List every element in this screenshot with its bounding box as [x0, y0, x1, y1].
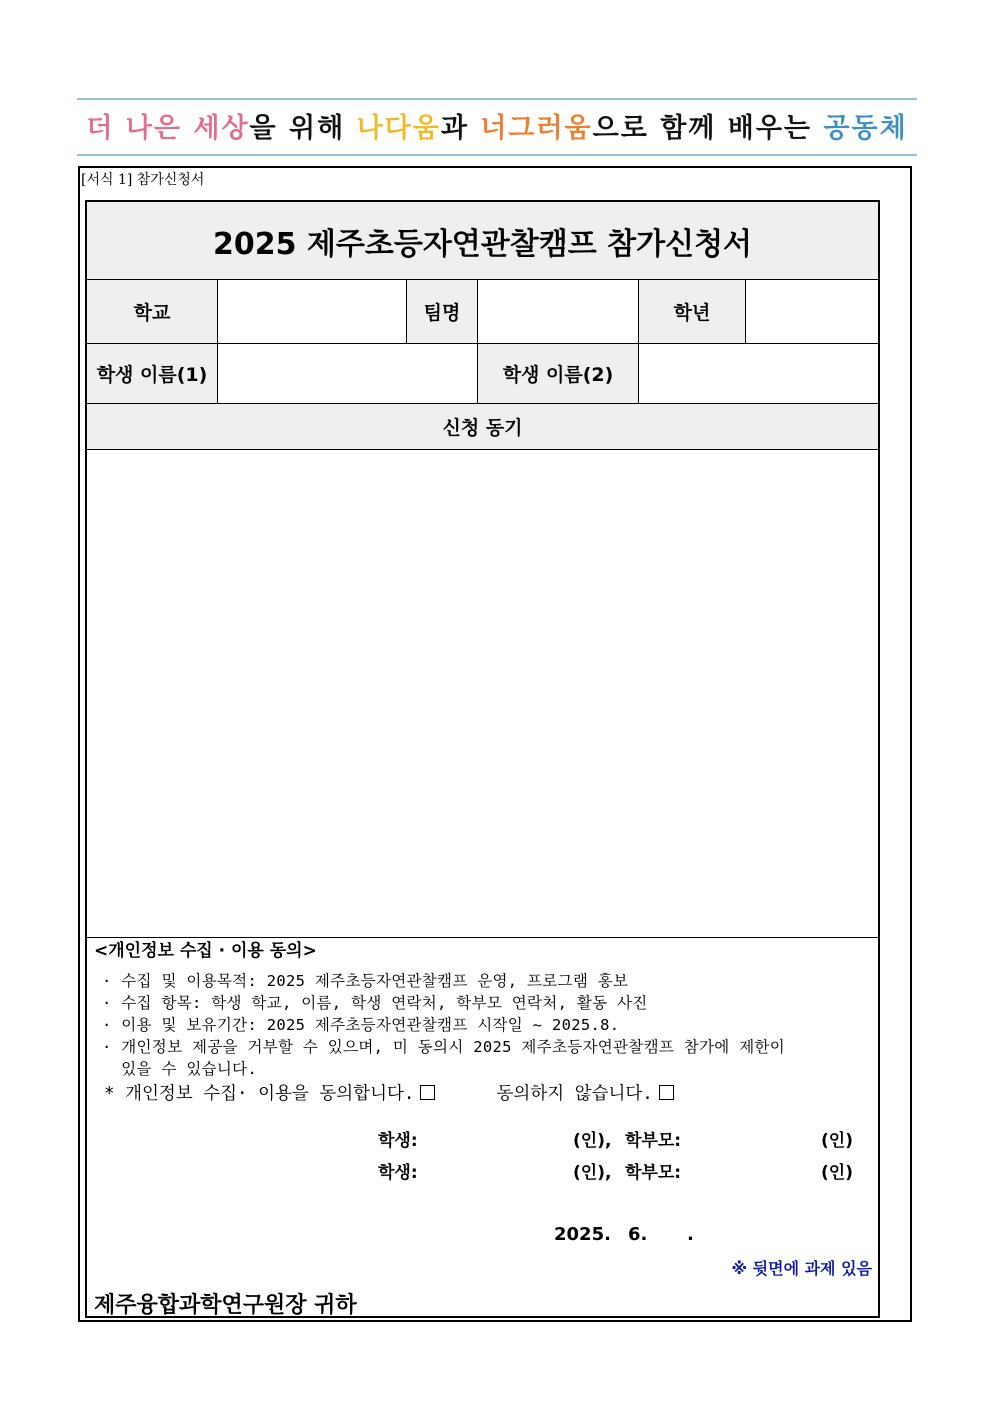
addressee: 제주융합과학연구원장 귀하 — [94, 1293, 357, 1318]
rule — [745, 280, 746, 343]
motivation-label: 신청 동기 — [87, 404, 878, 449]
grade-input[interactable] — [746, 280, 878, 343]
privacy-item: · 이용 및 보유기간: 2025 제주초등자연관찰캠프 시작일 ~ 2025.8. — [102, 1016, 620, 1034]
privacy-list — [102, 970, 785, 1080]
form-tag: [서식 1] 참가신청서 — [81, 172, 205, 188]
student-seal[interactable]: (인), — [573, 1131, 612, 1151]
privacy-item: 있을 수 있습니다. — [102, 1060, 258, 1078]
parent-seal[interactable]: (인) — [821, 1163, 853, 1183]
slogan-part-1: 더 나은 세상 — [86, 113, 250, 144]
student-sign-label: 학생: — [378, 1163, 418, 1183]
form-title: 2025 제주초등자연관찰캠프 참가신청서 — [87, 202, 878, 279]
date-month: 6. — [628, 1224, 648, 1245]
privacy-item: · 개인정보 제공을 거부할 수 있으며, 미 동의시 2025 제주초등자연관찰캠프 참가에 제한이 — [102, 1038, 786, 1056]
motivation-textarea[interactable] — [87, 450, 878, 936]
student1-input[interactable] — [218, 344, 477, 403]
privacy-heading: <개인정보 수집 · 이용 동의> — [94, 941, 317, 961]
consent-line — [104, 1080, 674, 1105]
school-input[interactable] — [218, 280, 406, 343]
disagree-text: 동의하지 않습니다. — [496, 1084, 653, 1104]
slogan-part-4: 과 — [440, 113, 481, 144]
agree-text: * 개인정보 수집· 이용을 동의합니다. — [104, 1084, 415, 1104]
student2-input[interactable] — [639, 344, 878, 403]
slogan-part-2: 을 위해 — [249, 113, 357, 144]
rule — [406, 280, 407, 343]
school-label: 학교 — [87, 280, 217, 343]
slogan-bottom-rule — [77, 154, 917, 156]
slogan-part-6: 으로 함께 배우는 — [592, 113, 824, 144]
student-seal[interactable]: (인), — [573, 1163, 612, 1183]
date-day: . — [687, 1224, 694, 1245]
back-page-note: ※ 뒷면에 과제 있음 — [731, 1259, 872, 1278]
privacy-item: · 수집 항목: 학생 학교, 이름, 학생 연락처, 학부모 연락처, 활동 사진 — [102, 994, 648, 1012]
parent-seal[interactable]: (인) — [821, 1131, 853, 1151]
slogan-part-5: 너그러움 — [480, 113, 593, 144]
team-input[interactable] — [478, 280, 638, 343]
parent-sign-label: 학부모: — [625, 1131, 682, 1151]
agree-checkbox[interactable] — [420, 1085, 435, 1100]
student-sign-label: 학생: — [378, 1131, 418, 1151]
grade-label: 학년 — [639, 280, 745, 343]
disagree-checkbox[interactable] — [659, 1085, 674, 1100]
student2-label: 학생 이름(2) — [478, 344, 638, 403]
slogan-part-7: 공동체 — [823, 113, 908, 144]
team-label: 팀명 — [407, 280, 477, 343]
privacy-item: · 수집 및 이용목적: 2025 제주초등자연관찰캠프 운영, 프로그램 홍보 — [102, 972, 629, 990]
slogan-top-rule — [77, 98, 917, 100]
parent-sign-label: 학부모: — [625, 1163, 682, 1183]
slogan-part-3: 나다움 — [356, 113, 441, 144]
student1-label: 학생 이름(1) — [87, 344, 217, 403]
slogan — [77, 106, 917, 145]
date-year: 2025. — [554, 1224, 611, 1245]
